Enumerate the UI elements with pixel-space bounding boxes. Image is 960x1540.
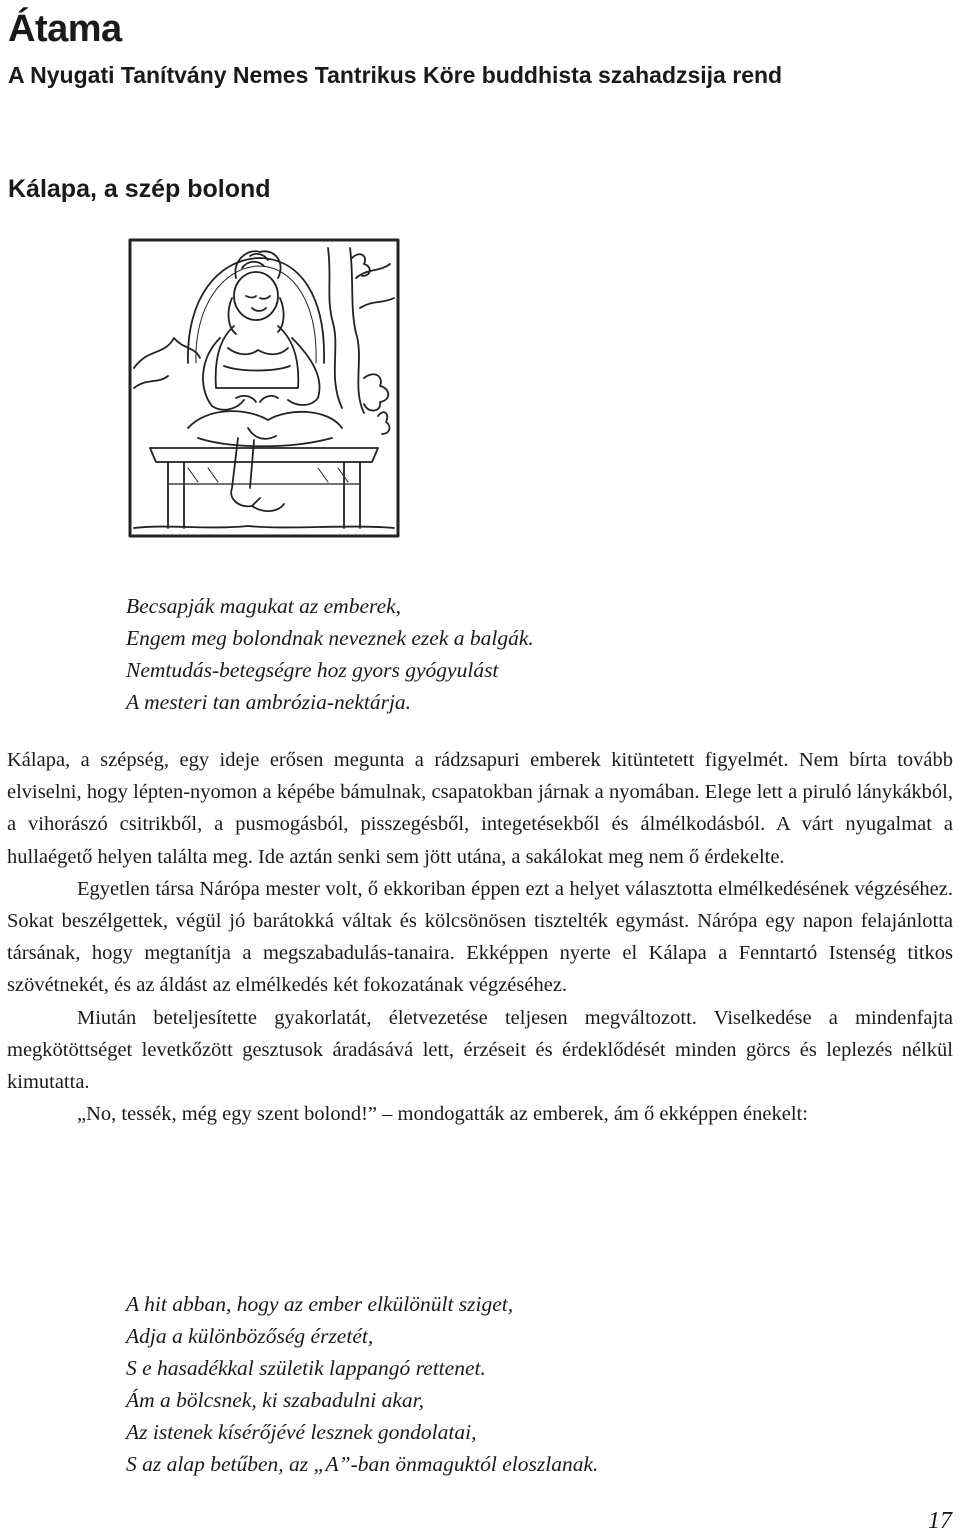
- verse-line: Az istenek kísérőjévé lesznek gondolatai,: [126, 1420, 477, 1444]
- paragraph: Egyetlen társa Nárópa mester volt, ő ekkoriban éppen ezt a helyet választotta elmélkedésének végzéséhez. Sokat beszélgettek, végül jó barátokká váltak és kölcsönösen tisztelték egymást. Nárópa egy napon felajánlotta társának, hogy megtanítja a megszabadulás-tanaira. Ekképpen nyerte el Kálapa a Fenntartó Istenség titkos szövétnekét, és az áldást az elmélkedés két fokozatának végzéséhez.: [7, 877, 953, 997]
- chapter-title: Kálapa, a szép bolond: [8, 175, 271, 203]
- paragraph: Kálapa, a szépség, egy ideje erősen megunta a rádzsapuri emberek kitüntetett figyelmét. Nem bírta tovább elviselni, hogy lépten-nyomon a képébe bámulnak, csapatokban járnak a nyomában. Elege lett a piruló lánykákból, a vihorászó csitrikből, a pusmogásból, pisszegésből, integetésekből és álmélkodásból. A várt nyugalmat a hullaégető helyen találta meg. Ide aztán senki sem jött utána, a sakálokat meg nem ő érdekelte.: [7, 749, 953, 868]
- verse-line: A mesteri tan ambrózia-nektárja.: [126, 690, 412, 714]
- verse-line: Nemtudás-betegségre hoz gyors gyógyulást: [126, 658, 499, 682]
- page-number: 17: [928, 1508, 952, 1534]
- paragraph: „No, tessék, még egy szent bolond!” – mondogatták az emberek, ám ő ekképpen énekelt:: [77, 1103, 808, 1126]
- verse-line: Ám a bölcsnek, ki szabadulni akar,: [126, 1388, 424, 1412]
- paragraph: Miután beteljesítette gyakorlatát, életvezetése teljesen megváltozott. Viselkedése a mindenfajta megkötöttséget levetkőzött gesztusok áradásává lett, érzéseit és érdeklődését minden görcs és leplezés nélkül kimutatta.: [7, 1006, 953, 1094]
- verse-line: S az alap betűben, az „A”-ban önmaguktól eloszlanak.: [126, 1452, 599, 1476]
- verse-line: S e hasadékkal születik lappangó rettenet.: [126, 1356, 486, 1380]
- document-subtitle: A Nyugati Tanítvány Nemes Tantrikus Köre buddhista szahadzsija rend: [8, 62, 783, 88]
- document-title: Átama: [8, 8, 122, 50]
- opening-verse: [126, 590, 534, 718]
- verse-line: Engem meg bolondnak neveznek ezek a balgák.: [126, 626, 534, 650]
- verse-line: A hit abban, hogy az ember elkülönült sziget,: [126, 1292, 514, 1316]
- closing-verse: [126, 1288, 598, 1480]
- verse-line: Becsapják magukat az emberek,: [126, 594, 402, 618]
- woodcut-illustration: [128, 238, 400, 538]
- story-text: [7, 744, 953, 1130]
- verse-line: Adja a különbözőség érzetét,: [126, 1324, 374, 1348]
